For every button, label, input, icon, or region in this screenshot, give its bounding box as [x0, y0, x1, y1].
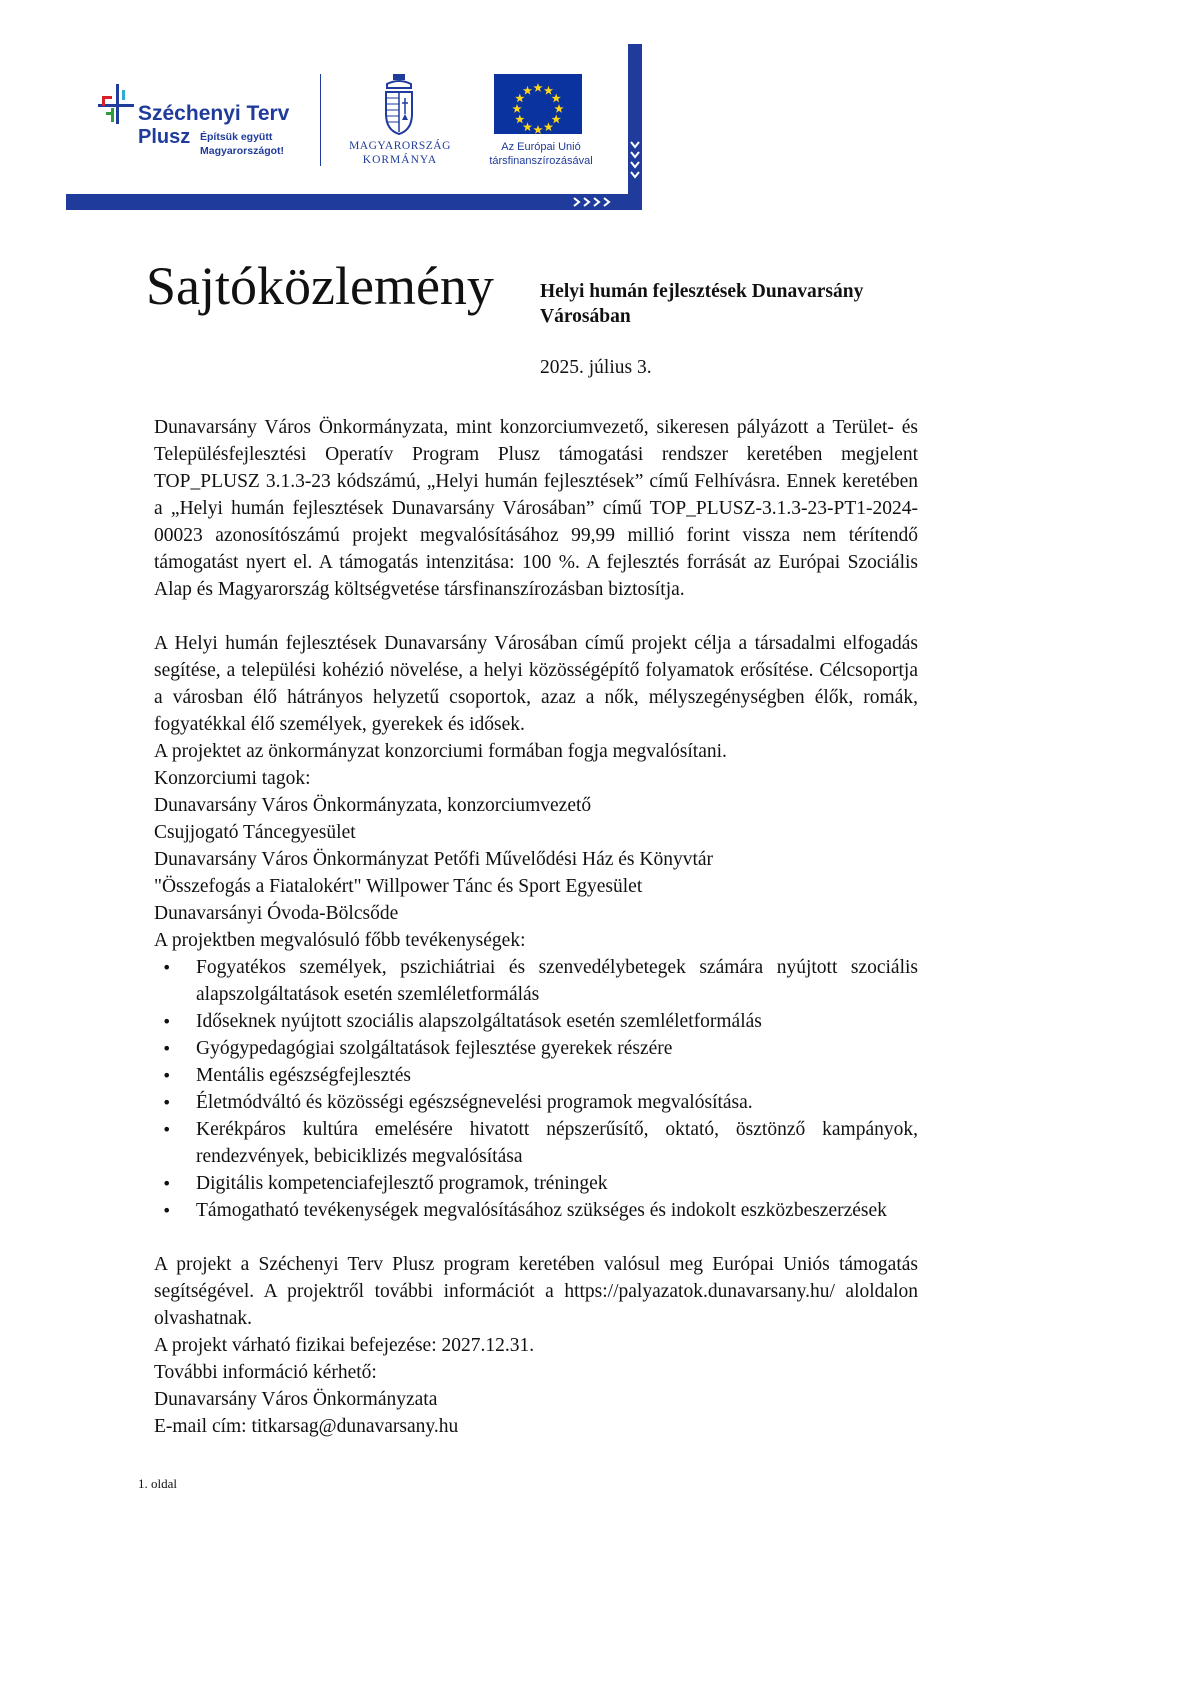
eu-logo	[478, 74, 604, 170]
government-logo	[340, 74, 460, 170]
activity-item: • Digitális kompetenciafejlesztő programok, tréningek	[196, 1170, 918, 1197]
eu-logo-line-2: társfinanszírozásával	[489, 155, 593, 167]
document-date: 2025. július 3.	[540, 357, 652, 378]
consortium-member: Dunavarsány Város Önkormányzata, konzorciumvezető	[154, 795, 592, 816]
document-title: Sajtóközlemény	[146, 256, 494, 316]
consortium-member: "Összefogás a Fiatalokért" Willpower Tánc és Sport Egyesület	[154, 876, 643, 897]
program-note-paragraph: A projekt a Széchenyi Terv Plusz program keretében valósul meg Európai Uniós támogatás segítségével. A projektről további információt a https://palyazatok.dunavarsany.hu/ aloldalon olvashatnak.	[154, 1254, 918, 1329]
szechenyi-cross-icon	[94, 82, 136, 126]
contact-email: E-mail cím: titkarsag@dunavarsany.hu	[154, 1416, 459, 1437]
header-banner	[0, 0, 1190, 215]
activity-item: • Időseknek nyújtott szociális alapszolgáltatások esetén szemléletformálás	[196, 1008, 918, 1035]
activities-label: A projektben megvalósuló főbb tevékenységek:	[154, 930, 526, 951]
activity-item: • Mentális egészségfejlesztés	[196, 1062, 918, 1089]
szechenyi-slogan-line-2: Magyarországot!	[200, 145, 285, 157]
hungarian-crest-icon	[382, 74, 416, 136]
szechenyi-title: Széchenyi Terv	[138, 102, 290, 125]
document-body	[154, 414, 918, 1440]
government-logo-line-1: MAGYARORSZÁG	[349, 140, 451, 152]
consortium-intro: A projektet az önkormányzat konzorciumi formában fogja megvalósítani.	[154, 741, 727, 762]
activity-item: • Fogyatékos személyek, pszichiátriai és szenvedélybetegek számára nyújtott szociális alapszolgáltatások esetén szemléletformálás	[196, 954, 918, 1008]
banner-horizontal-bar	[66, 194, 642, 210]
activity-item: • Kerékpáros kultúra emelésére hivatott népszerűsítő, oktató, ösztönző kampányok, rendezvények, bebiciklizés megvalósítása	[196, 1116, 918, 1170]
banner-vertical-bar	[628, 44, 642, 210]
intro-paragraph: Dunavarsány Város Önkormányzata, mint konzorciumvezető, sikeresen pályázott a Terület- és Településfejlesztési Operatív Program Plusz támogatási rendszer keretében megjelent TOP_PLUSZ 3.1.3-23 kódszámú, „Helyi humán fejlesztések” című Felhívásra. Ennek keretében a „Helyi humán fejlesztések Dunavarsány Városában” című TOP_PLUSZ-3.1.3-23-PT1-2024-00023 azonosítószámú projekt megvalósításához 99,99 millió forint vissza nem térítendő támogatást nyert el. A támogatás intenzitása: 100 %. A fejlesztés forrását az Európai Szociális Alap és Magyarország költségvetése társfinanszírozásban biztosítja.	[154, 417, 918, 600]
eu-flag-icon	[494, 74, 582, 134]
szechenyi-slogan-line-1: Építsük együtt	[200, 131, 273, 143]
activities-list	[154, 954, 918, 1224]
consortium-member: Dunavarsányi Óvoda-Bölcsőde	[154, 903, 399, 924]
consortium-member: Csujjogató Táncegyesület	[154, 822, 356, 843]
logo-divider	[320, 74, 321, 166]
consortium-label: Konzorciumi tagok:	[154, 768, 311, 789]
completion-date: A projekt várható fizikai befejezése: 2027.12.31.	[154, 1335, 535, 1356]
eu-stars-icon	[494, 74, 582, 134]
government-logo-line-2: KORMÁNYA	[362, 154, 438, 166]
contact-label: További információ kérhető:	[154, 1362, 377, 1383]
chevron-down-icon	[628, 138, 642, 182]
szechenyi-terv-logo	[94, 80, 324, 162]
activity-item: • Életmódváltó és közösségi egészségnevelési programok megvalósítása.	[196, 1089, 918, 1116]
consortium-member: Dunavarsány Város Önkormányzat Petőfi Művelődési Ház és Könyvtár	[154, 849, 714, 870]
chevron-right-icon	[570, 196, 614, 208]
goal-paragraph: A Helyi humán fejlesztések Dunavarsány Városában című projekt célja a társadalmi elfogadás segítése, a települési kohézió növelése, a helyi közösségépítő folyamatok erősítése. Célcsoportja a városban élő hátrányos helyzetű csoportok, azaz a nők, mélyszegénységben élők, romák, fogyatékkal élő személyek, gyerekek és idősek.	[154, 633, 918, 735]
activity-item: • Támogatható tevékenységek megvalósításához szükséges és indokolt eszközbeszerzések	[196, 1197, 918, 1224]
document-subtitle: Helyi humán fejlesztések Dunavarsány Városában	[540, 281, 864, 327]
page-number: 1. oldal	[138, 1476, 177, 1491]
szechenyi-plusz: Plusz	[138, 126, 191, 148]
activity-item: • Gyógypedagógiai szolgáltatások fejlesztése gyerekek részére	[196, 1035, 918, 1062]
eu-logo-line-1: Az Európai Unió	[501, 141, 581, 153]
contact-organization: Dunavarsány Város Önkormányzata	[154, 1389, 438, 1410]
